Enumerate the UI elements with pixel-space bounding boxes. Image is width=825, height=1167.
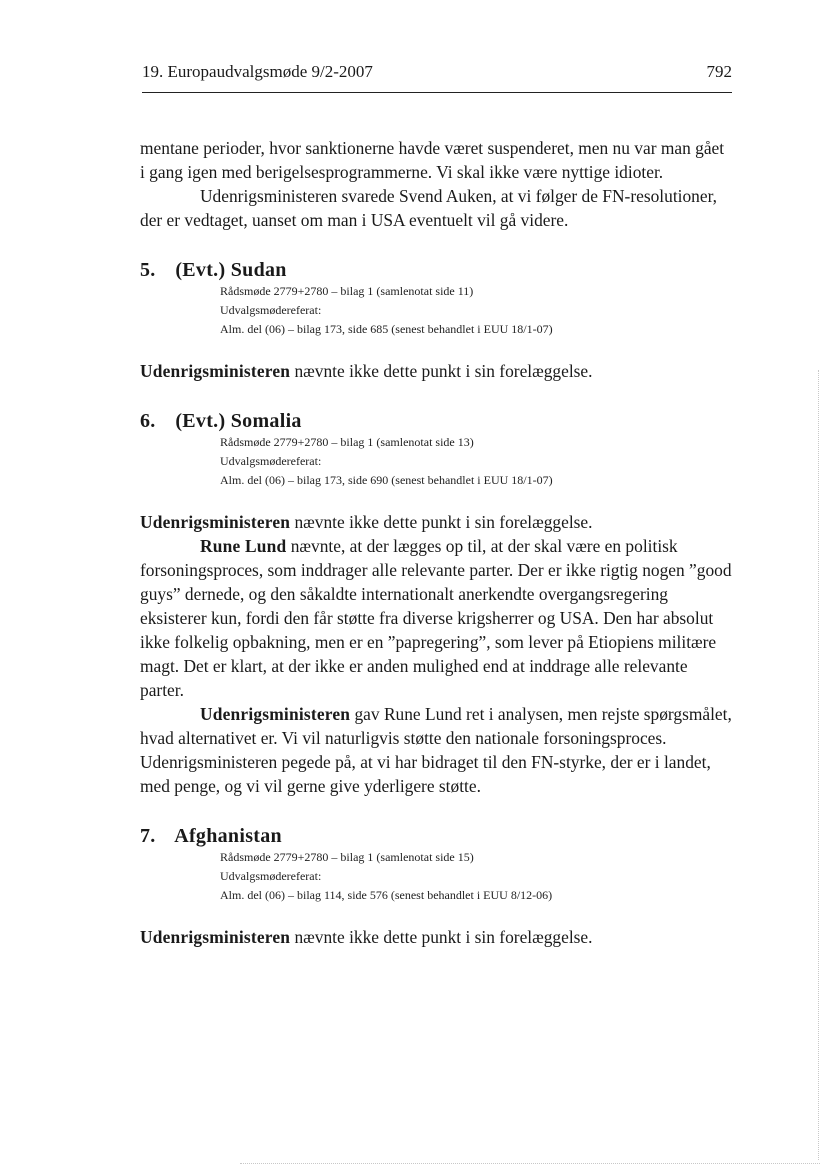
speaker-name: Udenrigsministeren	[140, 927, 291, 947]
section-heading	[140, 258, 732, 282]
speaker-name: Udenrigsministeren	[200, 704, 351, 724]
page-header	[142, 60, 732, 93]
section-number: 6.	[140, 410, 156, 432]
paragraph-text: nævnte ikke dette punkt i sin forelæggelse.	[290, 361, 593, 381]
section-paragraph	[140, 534, 732, 702]
section-title: (Evt.) Somalia	[175, 410, 302, 432]
reference-line: Alm. del (06) – bilag 173, side 685 (senest behandlet i EUU 18/1-07)	[220, 322, 553, 336]
speaker-name: Udenrigsministeren	[140, 512, 291, 532]
section-sudan	[140, 258, 732, 383]
intro-paragraph-1: mentane perioder, hvor sanktionerne havde været suspenderet, men nu var man gået i gang igen med berigelsesprogrammerne. Vi skal ikke være nyttige idioter.	[140, 138, 725, 182]
reference-line: Udvalgsmødereferat:	[220, 303, 322, 317]
reference-line: Udvalgsmødereferat:	[220, 454, 322, 468]
paragraph-text: gav Rune Lund ret i analysen, men rejste spørgsmålet, hvad alternativet er. Vi vil naturligvis støtte den nationale forsoningsproces. Udenrigsministeren pegede på, at vi har bidraget til den FN-styrke, der er i landet, med penge, og vi vil gerne give yderligere støtte.	[140, 704, 732, 796]
paragraph-text: nævnte ikke dette punkt i sin forelæggelse.	[290, 927, 593, 947]
speaker-name: Rune Lund	[200, 536, 287, 556]
section-number: 5.	[140, 259, 156, 281]
header-title: 19. Europaudvalgsmøde 9/2-2007	[142, 62, 373, 81]
section-title: (Evt.) Sudan	[175, 259, 287, 281]
section-paragraph	[140, 925, 732, 949]
section-paragraph	[140, 510, 732, 534]
section-title: Afghanistan	[174, 825, 282, 847]
intro-paragraph-2: Udenrigsministeren svarede Svend Auken, at vi følger de FN-resolutioner, der er vedtaget, uanset om man i USA eventuelt vil gå videre.	[140, 186, 718, 230]
reference-line: Rådsmøde 2779+2780 – bilag 1 (samlenotat side 11)	[220, 284, 474, 298]
section-heading	[140, 409, 732, 433]
section-references	[220, 848, 732, 905]
section-somalia	[140, 409, 732, 798]
section-references	[220, 282, 732, 339]
reference-line: Udvalgsmødereferat:	[220, 869, 322, 883]
speaker-name: Udenrigsministeren	[140, 361, 291, 381]
section-paragraph	[140, 702, 732, 798]
page-number: 792	[706, 62, 732, 81]
section-references	[220, 433, 732, 490]
section-paragraph	[140, 359, 732, 383]
reference-line: Rådsmøde 2779+2780 – bilag 1 (samlenotat side 13)	[220, 435, 474, 449]
scan-artifact-line	[240, 1163, 820, 1165]
reference-line: Alm. del (06) – bilag 173, side 690 (senest behandlet i EUU 18/1-07)	[220, 473, 553, 487]
section-heading	[140, 824, 732, 848]
paragraph-text: nævnte, at der lægges op til, at der skal være en politisk forsoningsproces, som inddrager alle relevante parter. Der er ikke rigtig nogen ”good guys” dernede, og den såkaldte internationalt anerkendte overgangsregering eksisterer kun, fordi den får støtte fra diverse krigsherrer og USA. Den har absolut ikke folkelig opbakning, men er en ”papregering”, som lever på Etiopiens militære magt. Det er klart, at der ikke er anden mulighed end at inddrage alle relevante parter.	[140, 536, 732, 700]
scan-artifact-line	[818, 370, 820, 1160]
section-number: 7.	[140, 825, 156, 847]
section-afghanistan	[140, 824, 732, 949]
paragraph-text: nævnte ikke dette punkt i sin forelæggelse.	[290, 512, 593, 532]
reference-line: Rådsmøde 2779+2780 – bilag 1 (samlenotat side 15)	[220, 850, 474, 864]
reference-line: Alm. del (06) – bilag 114, side 576 (senest behandlet i EUU 8/12-06)	[220, 888, 553, 902]
page-content	[140, 136, 732, 949]
